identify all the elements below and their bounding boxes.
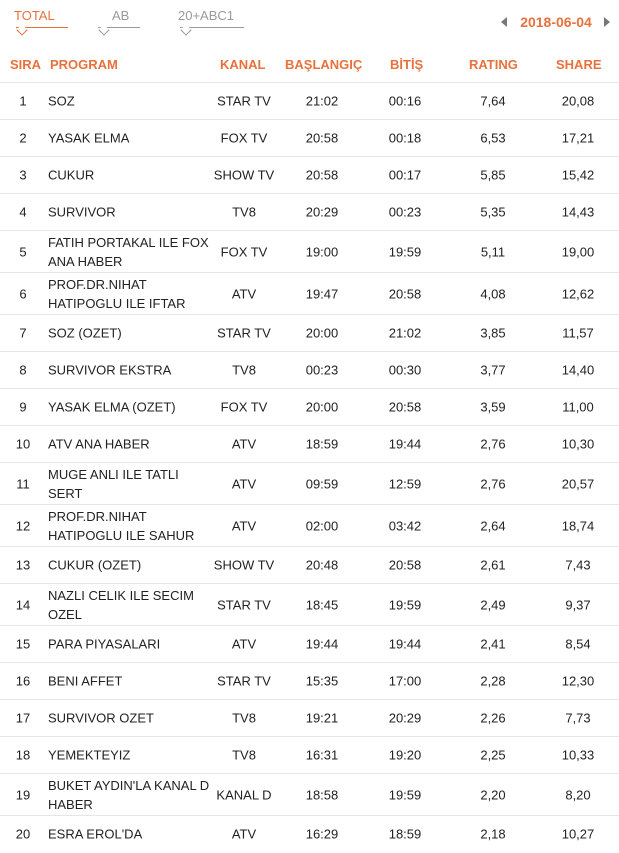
row-program: MUGE ANLI ILE TATLI SERT bbox=[48, 466, 179, 501]
row-start-time: 20:00 bbox=[305, 399, 339, 415]
table-row[interactable] bbox=[0, 700, 619, 737]
row-channel: STAR TV bbox=[217, 673, 271, 689]
row-channel: KANAL D bbox=[216, 787, 272, 802]
row-end-time: 00:23 bbox=[388, 204, 422, 220]
table-row[interactable] bbox=[0, 352, 619, 389]
row-channel: ATV bbox=[231, 518, 257, 533]
row-end-time: 19:20 bbox=[388, 747, 422, 763]
row-start-time: 18:45 bbox=[305, 597, 339, 612]
row-rank: 10 bbox=[15, 436, 31, 452]
row-channel: SHOW TV bbox=[213, 167, 275, 183]
row-rating: 2,18 bbox=[480, 826, 506, 841]
row-program: PROF.DR.NIHAT HATIPOGLU ILE IFTAR bbox=[48, 276, 186, 311]
row-rank: 13 bbox=[15, 557, 31, 573]
header-program[interactable]: PROGRAM bbox=[50, 57, 118, 72]
row-channel: TV8 bbox=[232, 362, 256, 378]
header-start[interactable]: BAŞLANGIÇ bbox=[285, 57, 363, 72]
tab-ab-label: AB bbox=[112, 8, 130, 23]
table-header bbox=[0, 48, 619, 83]
row-end-time: 20:29 bbox=[388, 710, 422, 726]
previous-date-arrow-icon[interactable] bbox=[501, 17, 507, 27]
row-channel: TV8 bbox=[232, 747, 256, 763]
row-rating: 2,26 bbox=[480, 710, 506, 726]
row-rank: 6 bbox=[19, 286, 27, 301]
table-row[interactable] bbox=[0, 463, 619, 505]
row-program: NAZLI CELIK ILE SECIM OZEL bbox=[48, 587, 194, 622]
row-channel: FOX TV bbox=[220, 130, 268, 146]
row-share: 11,00 bbox=[562, 399, 594, 415]
row-rank: 7 bbox=[19, 325, 27, 341]
row-rank: 20 bbox=[15, 826, 31, 841]
row-program: YEMEKTEYIZ bbox=[48, 747, 131, 763]
row-channel: TV8 bbox=[232, 710, 256, 726]
row-share: 19,00 bbox=[561, 244, 595, 259]
tab-total-label: TOTAL bbox=[14, 8, 55, 23]
table-row[interactable] bbox=[0, 505, 619, 547]
row-end-time: 12:59 bbox=[388, 476, 422, 491]
table-row[interactable] bbox=[0, 774, 619, 816]
header-channel[interactable]: KANAL bbox=[220, 57, 266, 72]
table-row[interactable] bbox=[0, 663, 619, 700]
row-rating: 5,11 bbox=[480, 244, 506, 259]
row-end-time: 20:58 bbox=[388, 557, 422, 573]
row-share: 10,30 bbox=[561, 436, 595, 452]
row-rank: 3 bbox=[19, 167, 27, 183]
row-share: 20,08 bbox=[561, 93, 595, 109]
top-bar bbox=[0, 0, 619, 44]
row-rank: 14 bbox=[15, 597, 31, 612]
table-body bbox=[0, 83, 619, 851]
table-row[interactable] bbox=[0, 231, 619, 273]
row-rank: 16 bbox=[15, 673, 31, 689]
row-rating: 2,41 bbox=[480, 636, 506, 652]
row-rank: 15 bbox=[15, 636, 31, 652]
row-start-time: 18:58 bbox=[305, 787, 339, 802]
row-channel: STAR TV bbox=[217, 93, 271, 109]
row-rank: 1 bbox=[19, 93, 27, 109]
row-start-time: 19:00 bbox=[305, 244, 339, 259]
row-rating: 2,61 bbox=[480, 557, 506, 573]
row-program: ESRA EROL'DA bbox=[48, 826, 143, 841]
tab-total[interactable] bbox=[14, 8, 64, 28]
header-share[interactable]: SHARE bbox=[556, 57, 602, 72]
row-end-time: 00:30 bbox=[388, 362, 422, 378]
row-rating: 7,64 bbox=[480, 93, 506, 109]
row-program: SURVIVOR bbox=[48, 204, 116, 220]
row-start-time: 19:21 bbox=[305, 710, 339, 726]
row-share: 12,30 bbox=[561, 673, 595, 689]
table-row[interactable] bbox=[0, 83, 619, 120]
row-rating: 5,35 bbox=[480, 204, 506, 220]
next-date-arrow-icon[interactable] bbox=[604, 17, 610, 27]
row-rating: 2,76 bbox=[480, 436, 506, 452]
row-program: YASAK ELMA bbox=[48, 130, 130, 146]
header-rank[interactable]: SIRA bbox=[10, 57, 42, 72]
row-program: CUKUR (OZET) bbox=[48, 557, 142, 573]
row-end-time: 00:16 bbox=[388, 93, 422, 109]
row-start-time: 18:59 bbox=[305, 436, 339, 452]
row-share: 20,57 bbox=[561, 476, 595, 491]
row-rating: 5,85 bbox=[480, 167, 506, 183]
row-share: 15,42 bbox=[561, 167, 595, 183]
row-program: SURVIVOR OZET bbox=[48, 710, 154, 726]
table-row[interactable] bbox=[0, 389, 619, 426]
row-program: FATIH PORTAKAL ILE FOX ANA HABER bbox=[48, 234, 209, 269]
row-channel: SHOW TV bbox=[213, 557, 275, 573]
row-rating: 3,77 bbox=[480, 362, 506, 378]
row-rank: 4 bbox=[19, 204, 27, 220]
row-share: 11,57 bbox=[562, 325, 594, 341]
row-program: SOZ bbox=[48, 93, 75, 109]
row-rank: 9 bbox=[19, 399, 27, 415]
row-end-time: 20:58 bbox=[388, 286, 422, 301]
row-rank: 19 bbox=[15, 787, 31, 802]
row-end-time: 18:59 bbox=[388, 826, 422, 841]
table-row[interactable] bbox=[0, 273, 619, 315]
row-channel: ATV bbox=[231, 826, 257, 841]
row-start-time: 20:58 bbox=[305, 167, 339, 183]
row-channel: ATV bbox=[231, 286, 257, 301]
row-start-time: 21:02 bbox=[305, 93, 339, 109]
row-channel: STAR TV bbox=[217, 597, 271, 612]
row-program: CUKUR bbox=[48, 167, 95, 183]
table-row[interactable] bbox=[0, 737, 619, 774]
row-channel: FOX TV bbox=[220, 244, 268, 259]
row-program: PARA PIYASALARI bbox=[48, 636, 161, 652]
row-rating: 2,20 bbox=[480, 787, 506, 802]
row-share: 14,43 bbox=[561, 204, 595, 220]
row-start-time: 00:23 bbox=[305, 362, 339, 378]
row-share: 17,21 bbox=[561, 130, 595, 146]
row-rating: 2,25 bbox=[480, 747, 506, 763]
row-end-time: 03:42 bbox=[388, 518, 422, 533]
table-row[interactable] bbox=[0, 157, 619, 194]
row-program: BENI AFFET bbox=[48, 673, 123, 689]
row-end-time: 19:59 bbox=[388, 787, 422, 802]
table-row[interactable] bbox=[0, 194, 619, 231]
row-channel: FOX TV bbox=[220, 399, 268, 415]
row-program: SURVIVOR EKSTRA bbox=[48, 362, 172, 378]
row-start-time: 20:00 bbox=[305, 325, 339, 341]
row-rank: 18 bbox=[15, 747, 31, 763]
row-share: 7,43 bbox=[565, 557, 591, 573]
row-channel: TV8 bbox=[232, 204, 256, 220]
row-channel: ATV bbox=[231, 476, 257, 491]
row-end-time: 00:17 bbox=[388, 167, 422, 183]
table-row[interactable] bbox=[0, 315, 619, 352]
row-rating: 2,49 bbox=[480, 597, 506, 612]
row-start-time: 16:29 bbox=[305, 826, 339, 841]
row-end-time: 20:58 bbox=[388, 399, 422, 415]
row-end-time: 17:00 bbox=[388, 673, 422, 689]
row-share: 9,37 bbox=[565, 597, 591, 612]
row-rating: 6,53 bbox=[480, 130, 506, 146]
row-rank: 2 bbox=[19, 130, 27, 146]
row-rating: 3,59 bbox=[480, 399, 506, 415]
row-rating: 3,85 bbox=[480, 325, 506, 341]
row-start-time: 09:59 bbox=[305, 476, 339, 491]
row-rank: 17 bbox=[15, 710, 31, 726]
row-program: BUKET AYDIN'LA KANAL D HABER bbox=[48, 777, 210, 812]
header-end[interactable]: BİTİŞ bbox=[390, 57, 424, 72]
row-rating: 2,76 bbox=[480, 476, 506, 491]
row-rating: 2,64 bbox=[480, 518, 506, 533]
row-rank: 12 bbox=[15, 518, 31, 533]
table-row[interactable] bbox=[0, 120, 619, 157]
row-start-time: 15:35 bbox=[305, 673, 339, 689]
row-share: 8,20 bbox=[565, 787, 591, 802]
row-share: 8,54 bbox=[565, 636, 591, 652]
row-channel: ATV bbox=[231, 636, 257, 652]
row-start-time: 20:29 bbox=[305, 204, 339, 220]
row-share: 14,40 bbox=[561, 362, 595, 378]
row-rank: 11 bbox=[16, 476, 30, 491]
tab-20-abc1[interactable] bbox=[178, 8, 240, 28]
table-row[interactable] bbox=[0, 626, 619, 663]
row-share: 10,27 bbox=[561, 826, 595, 841]
row-start-time: 02:00 bbox=[305, 518, 339, 533]
ratings-table bbox=[0, 48, 619, 851]
row-program: SOZ (OZET) bbox=[48, 325, 122, 341]
row-start-time: 19:44 bbox=[305, 636, 339, 652]
row-channel: STAR TV bbox=[217, 325, 271, 341]
tab-20-abc1-label: 20+ABC1 bbox=[178, 8, 235, 23]
row-end-time: 19:44 bbox=[388, 436, 422, 452]
table-row[interactable] bbox=[0, 547, 619, 584]
table-row[interactable] bbox=[0, 426, 619, 463]
row-share: 12,62 bbox=[561, 286, 595, 301]
row-end-time: 21:02 bbox=[388, 325, 422, 341]
row-channel: ATV bbox=[231, 436, 257, 452]
row-start-time: 16:31 bbox=[305, 747, 339, 763]
tab-ab[interactable] bbox=[96, 8, 136, 28]
row-rank: 8 bbox=[19, 362, 27, 378]
row-rank: 5 bbox=[19, 244, 27, 259]
current-date: 2018-06-04 bbox=[520, 14, 592, 30]
row-share: 7,73 bbox=[565, 710, 591, 726]
row-start-time: 20:48 bbox=[305, 557, 339, 573]
row-program: ATV ANA HABER bbox=[48, 436, 150, 452]
header-rating[interactable]: RATING bbox=[469, 57, 518, 72]
row-start-time: 20:58 bbox=[305, 130, 339, 146]
row-end-time: 19:59 bbox=[388, 597, 422, 612]
table-row[interactable] bbox=[0, 584, 619, 626]
row-share: 10,33 bbox=[561, 747, 595, 763]
row-rating: 2,28 bbox=[480, 673, 506, 689]
row-end-time: 19:44 bbox=[388, 636, 422, 652]
row-end-time: 19:59 bbox=[388, 244, 422, 259]
row-program: PROF.DR.NIHAT HATIPOGLU ILE SAHUR bbox=[48, 508, 195, 543]
row-rating: 4,08 bbox=[480, 286, 506, 301]
row-end-time: 00:18 bbox=[388, 130, 422, 146]
row-start-time: 19:47 bbox=[305, 286, 339, 301]
table-row[interactable] bbox=[0, 816, 619, 851]
row-program: YASAK ELMA (OZET) bbox=[48, 399, 176, 415]
row-share: 18,74 bbox=[561, 518, 595, 533]
